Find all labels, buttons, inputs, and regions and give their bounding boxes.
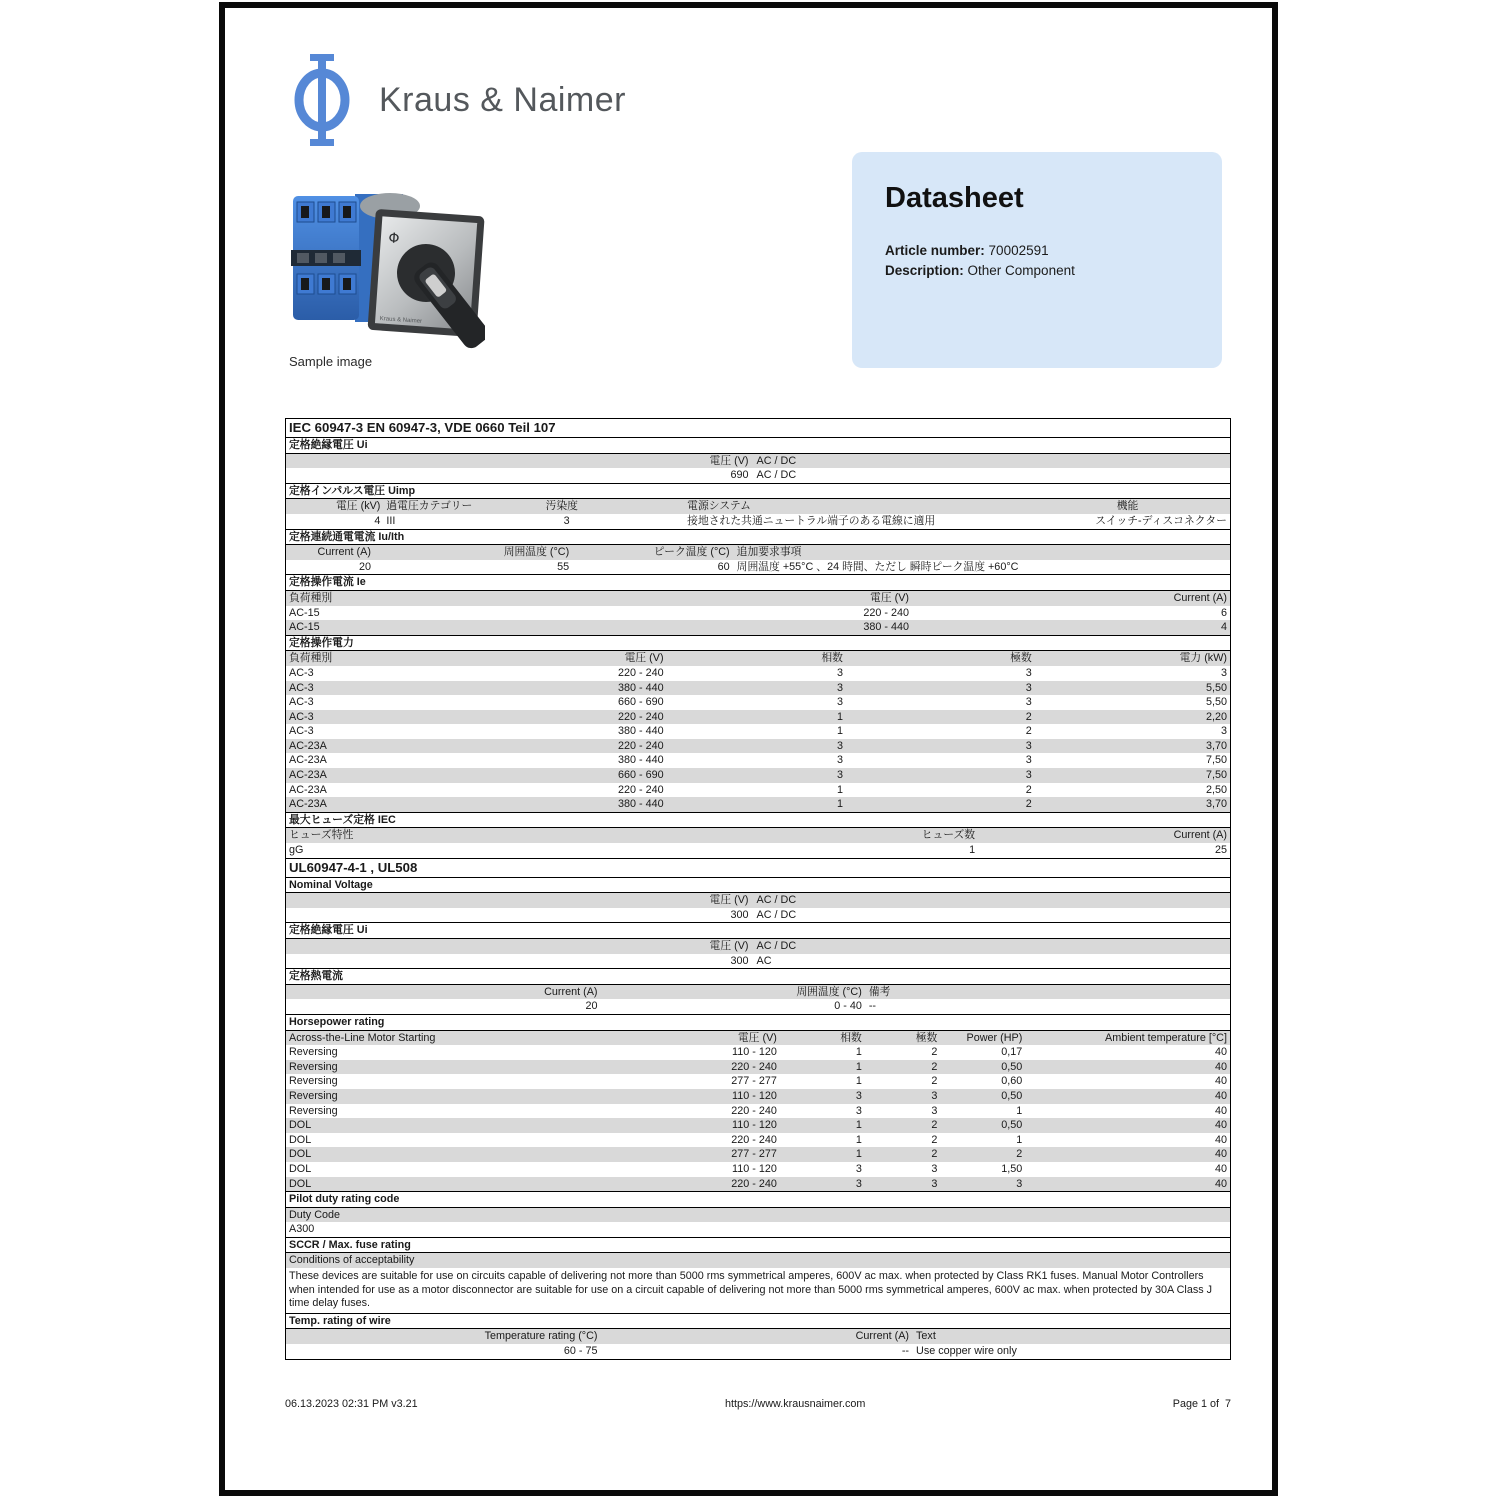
table-cell: AC-23A (289, 739, 327, 752)
table-cell: 電源システム (687, 500, 751, 513)
table-cell: AC-15 (289, 606, 320, 619)
table-cell: 3 (836, 769, 843, 782)
footer-timestamp: 06.13.2023 02:31 PM v3.21 (285, 1398, 418, 1410)
table-cell: 1 (855, 1046, 862, 1059)
table-cell: Power (HP) (966, 1031, 1023, 1044)
table-cell: 周囲温度 (°C) (796, 985, 862, 998)
table-cell: 定格インパルス電圧 Uimp (289, 484, 416, 497)
datasheet-panel (852, 152, 1222, 368)
cam-switch-illustration (285, 166, 485, 352)
brand-logo (293, 53, 626, 147)
table-cell: 40 (1214, 1060, 1227, 1073)
table-cell: 定格熱電流 (289, 970, 343, 983)
table-cell: 定格絶縁電圧 Ui (289, 439, 368, 451)
table-cell: 0,60 (1001, 1075, 1023, 1088)
table-cell: 25 (1214, 844, 1227, 857)
table-cell: AC-23A (289, 798, 327, 811)
table-cell: 110 - 120 (732, 1046, 777, 1059)
table-cell: 3 (836, 696, 843, 709)
table-cell: 7,50 (1205, 754, 1227, 767)
table-title-row (286, 419, 1230, 438)
table-cell: 2 (1025, 798, 1032, 811)
table-cell: AC-3 (289, 696, 314, 709)
table-cell: 3 (1016, 1177, 1023, 1190)
table-row (286, 797, 1230, 812)
table-row (286, 1074, 1230, 1089)
table-cell: SCCR / Max. fuse rating (289, 1238, 411, 1251)
table-cell: 相数 (840, 1031, 862, 1044)
table-row (286, 454, 1230, 469)
table-cell: ヒューズ特性 (289, 829, 354, 842)
table-cell: 40 (1214, 1162, 1227, 1175)
table-cell: AC-3 (289, 681, 314, 694)
table-cell: Across-the-Line Motor Starting (289, 1031, 436, 1044)
table-row (286, 651, 1230, 666)
table-cell: DOL (289, 1119, 312, 1132)
table-cell: 1 (1016, 1104, 1023, 1117)
article-number-line (885, 241, 1189, 261)
table-cell: Use copper wire only (916, 1345, 1017, 1358)
table-cell: 接地された共通ニュートラル端子のある電線に適用 (687, 514, 936, 527)
table-cell: -- (868, 1000, 877, 1013)
table-row (286, 695, 1230, 710)
table-cell: 2 (1025, 725, 1032, 738)
table-cell: UL60947-4-1 , UL508 (289, 859, 418, 875)
table-row (286, 1133, 1230, 1148)
table-cell: 周囲温度 +55°C 、24 時間、ただし 瞬時ピーク温度 +60°C (736, 560, 1019, 573)
section-header-row (286, 922, 1230, 939)
table-cell: Current (A) (1173, 591, 1227, 604)
table-cell: 20 (585, 1000, 598, 1013)
table-cell: 2,50 (1205, 783, 1227, 796)
footer-page-number: Page 1 of 7 (1172, 1398, 1231, 1410)
table-cell: 0,50 (1001, 1089, 1023, 1102)
table-cell: AC / DC (756, 908, 797, 921)
table-cell: 0,50 (1001, 1119, 1023, 1132)
table-cell: 最大ヒューズ定格 IEC (289, 813, 396, 826)
table-cell: 3 (836, 754, 843, 767)
table-cell: AC-23A (289, 754, 327, 767)
table-cell: 汚染度 (545, 500, 578, 513)
table-cell: 220 - 240 (731, 1104, 777, 1117)
table-cell: Text (916, 1330, 936, 1343)
section-header-row (286, 1313, 1230, 1330)
table-cell: 1 (855, 1060, 862, 1073)
table-cell: 40 (1214, 1177, 1227, 1190)
table-cell: 0 - 40 (834, 1000, 862, 1013)
sample-image-caption: Sample image (289, 354, 373, 369)
table-row (286, 710, 1230, 725)
table-cell: Current (A) (317, 546, 371, 559)
table-cell: 6 (1220, 606, 1227, 619)
table-cell: 110 - 120 (732, 1119, 777, 1132)
table-cell: 極数 (915, 1031, 938, 1044)
table-cell: 4 (374, 514, 381, 527)
section-header-row (286, 438, 1230, 454)
table-title-row (286, 858, 1230, 878)
table-row (286, 606, 1230, 621)
table-cell: 277 - 277 (731, 1075, 777, 1088)
table-cell: 60 (717, 560, 730, 573)
table-row (286, 1253, 1230, 1268)
table-cell: Horsepower rating (289, 1015, 385, 1028)
table-cell: 380 - 440 (617, 725, 664, 738)
table-cell: 定格操作電流 Ie (289, 576, 366, 589)
table-cell: 1,50 (1001, 1162, 1023, 1175)
table-cell: スイッチ-ディスコネクター (1095, 514, 1227, 527)
table-cell: 60 - 75 (563, 1345, 598, 1358)
table-row (286, 893, 1230, 908)
table-cell: Reversing (289, 1104, 338, 1117)
table-cell: 3 (1025, 754, 1032, 767)
table-cell: 220 - 240 (731, 1177, 777, 1190)
table-row (286, 1222, 1230, 1237)
table-row (286, 1045, 1230, 1060)
table-cell: 3 (855, 1089, 862, 1102)
table-cell: 3 (836, 681, 843, 694)
table-cell: 40 (1214, 1075, 1227, 1088)
section-header-row (286, 529, 1230, 546)
table-row (286, 724, 1230, 739)
table-cell: -- (901, 1345, 910, 1358)
table-cell: 220 - 240 (731, 1133, 777, 1146)
table-cell: 電圧 (kV) (336, 500, 381, 513)
table-cell: Reversing (289, 1060, 338, 1073)
table-row (286, 1208, 1230, 1223)
table-cell: ピーク温度 (°C) (653, 546, 730, 559)
table-cell: DOL (289, 1133, 312, 1146)
table-cell: 3 (1220, 725, 1227, 738)
table-cell: 3 (855, 1162, 862, 1175)
table-cell: AC / DC (756, 454, 797, 467)
table-cell: 3 (1025, 666, 1032, 679)
table-cell: 3 (931, 1177, 938, 1190)
table-cell: 220 - 240 (731, 1060, 777, 1073)
table-cell: 5,50 (1205, 681, 1227, 694)
table-cell: Current (A) (544, 985, 598, 998)
table-cell: AC / DC (756, 469, 797, 482)
table-cell: 1 (855, 1075, 862, 1088)
table-cell: Current (A) (855, 1330, 910, 1343)
table-cell: 過電圧カテゴリー (386, 500, 473, 513)
section-header-row (286, 1014, 1230, 1031)
table-cell: 負荷種別 (289, 591, 333, 604)
table-cell: 1 (855, 1148, 862, 1161)
table-cell: 2 (1025, 783, 1032, 796)
table-cell: Reversing (289, 1089, 338, 1102)
table-cell: 周囲温度 (°C) (503, 546, 570, 559)
table-cell: 220 - 240 (617, 783, 664, 796)
table-cell: AC (756, 954, 772, 967)
table-cell: 40 (1214, 1119, 1227, 1132)
table-cell: 277 - 277 (731, 1148, 777, 1161)
table-cell: 220 - 240 (617, 710, 664, 723)
table-row (286, 1147, 1230, 1162)
table-cell: 40 (1214, 1104, 1227, 1117)
table-row (286, 939, 1230, 954)
table-cell: 1 (855, 1119, 862, 1132)
table-cell: 電圧 (V) (709, 940, 749, 952)
table-row (286, 1344, 1230, 1359)
table-row (286, 1089, 1230, 1104)
table-cell: 3 (1220, 666, 1227, 679)
table-cell: 3 (855, 1177, 862, 1190)
table-row (286, 1162, 1230, 1177)
table-cell: AC / DC (756, 940, 797, 952)
table-cell: 3 (1025, 769, 1032, 782)
phi-logo-icon (293, 53, 351, 147)
table-row (286, 768, 1230, 783)
table-cell: 3 (931, 1162, 938, 1175)
table-cell: 3 (836, 666, 843, 679)
table-cell: 2 (931, 1133, 938, 1146)
table-cell: 690 (730, 469, 749, 482)
table-row (286, 620, 1230, 635)
table-cell: Temperature rating (°C) (484, 1330, 598, 1343)
section-header-row (286, 878, 1230, 894)
table-cell: AC-23A (289, 783, 327, 796)
description-line (885, 261, 1189, 281)
table-cell: 220 - 240 (863, 606, 910, 619)
table-cell: 負荷種別 (289, 652, 333, 665)
table-cell: 電圧 (V) (737, 1031, 777, 1044)
table-cell: Nominal Voltage (289, 878, 373, 891)
table-cell: 7,50 (1205, 769, 1227, 782)
table-cell: 40 (1214, 1148, 1227, 1161)
table-cell: 電圧 (V) (870, 591, 910, 604)
table-cell: ヒューズ数 (921, 829, 976, 842)
table-cell: 追加要求事項 (736, 546, 802, 559)
table-cell: 2 (1025, 710, 1032, 723)
section-header-row (286, 1191, 1230, 1208)
brand-name: Kraus & Naimer (379, 80, 626, 119)
section-header-row (286, 1237, 1230, 1254)
table-cell: 3 (931, 1104, 938, 1117)
article-number-value: 70002591 (988, 243, 1049, 258)
table-cell: 40 (1214, 1133, 1227, 1146)
table-row (286, 499, 1230, 514)
table-row (286, 1060, 1230, 1075)
table-cell: 660 - 690 (617, 696, 664, 709)
table-cell: 3 (836, 739, 843, 752)
table-cell: 1 (1016, 1133, 1023, 1146)
table-row (286, 468, 1230, 483)
table-row (286, 1118, 1230, 1133)
table-row (286, 1329, 1230, 1344)
table-row (286, 681, 1230, 696)
table-cell: 3,70 (1205, 739, 1227, 752)
table-cell: 3 (1025, 739, 1032, 752)
table-cell: AC-3 (289, 725, 314, 738)
description-label: Description: (885, 263, 964, 278)
product-image (285, 166, 485, 352)
table-cell: 極数 (1010, 652, 1032, 665)
table-cell: 1 (836, 710, 843, 723)
svg-text:Kraus & Naimer: Kraus & Naimer (379, 315, 423, 325)
table-row (286, 560, 1230, 575)
table-cell: Reversing (289, 1046, 338, 1059)
table-cell: 3 (855, 1104, 862, 1117)
table-cell: 1 (836, 798, 843, 811)
table-cell: AC-3 (289, 710, 314, 723)
table-row (286, 1177, 1230, 1192)
table-cell: AC / DC (756, 894, 797, 907)
table-cell: 2 (931, 1119, 938, 1132)
table-cell: DOL (289, 1162, 312, 1175)
table-cell: 0,17 (1001, 1046, 1023, 1059)
table-cell: A300 (289, 1223, 315, 1236)
table-cell: 2 (1016, 1148, 1023, 1161)
table-row (286, 999, 1230, 1014)
table-cell: Temp. rating of wire (289, 1314, 391, 1327)
table-cell: 2 (931, 1148, 938, 1161)
table-row (286, 843, 1230, 858)
table-row (286, 545, 1230, 560)
table-cell: AC-23A (289, 769, 327, 782)
table-row (286, 783, 1230, 798)
table-cell: Duty Code (289, 1208, 341, 1221)
table-cell: 3 (563, 514, 570, 527)
table-cell: Current (A) (1173, 829, 1227, 842)
section-header-row (286, 483, 1230, 500)
table-cell: 3 (1025, 681, 1032, 694)
table-cell: 380 - 440 (617, 798, 664, 811)
table-row (286, 954, 1230, 969)
table-row (286, 908, 1230, 923)
table-cell: 3,70 (1205, 798, 1227, 811)
panel-title: Datasheet (885, 182, 1024, 214)
table-cell: 電圧 (V) (709, 894, 749, 907)
table-row (286, 591, 1230, 606)
table-row (286, 514, 1230, 529)
table-cell: 3 (1025, 696, 1032, 709)
table-row (286, 666, 1230, 681)
table-cell: 2,20 (1205, 710, 1227, 723)
table-cell: 定格絶縁電圧 Ui (289, 924, 368, 937)
table-cell: 2 (931, 1075, 938, 1088)
spec-table (285, 418, 1231, 1360)
table-row (286, 828, 1230, 843)
table-cell: AC-3 (289, 666, 314, 679)
description-value: Other Component (967, 263, 1075, 278)
page-footer (285, 1398, 1231, 1410)
section-header-row (286, 968, 1230, 985)
table-cell: 1 (836, 783, 843, 796)
footer-url[interactable]: https://www.krausnaimer.com (725, 1398, 866, 1410)
table-row (286, 1268, 1230, 1313)
table-cell: 380 - 440 (617, 681, 664, 694)
table-cell: 相数 (821, 652, 843, 665)
table-cell: 660 - 690 (617, 769, 664, 782)
table-cell: 2 (931, 1046, 938, 1059)
table-cell: 380 - 440 (617, 754, 664, 767)
table-cell: 1 (855, 1133, 862, 1146)
table-cell: Pilot duty rating code (289, 1193, 400, 1206)
section-header-row (286, 635, 1230, 652)
table-cell: DOL (289, 1177, 312, 1190)
table-cell: AC-15 (289, 621, 320, 634)
table-cell: DOL (289, 1148, 312, 1161)
table-cell: 3 (931, 1089, 938, 1102)
table-cell: III (386, 514, 396, 527)
table-row (286, 985, 1230, 1000)
table-cell: 20 (358, 560, 371, 573)
table-cell: IEC 60947-3 EN 60947-3, VDE 0660 Teil 107 (289, 420, 556, 435)
table-cell: 電力 (kW) (1179, 652, 1227, 665)
table-cell: 40 (1214, 1089, 1227, 1102)
table-cell: 2 (931, 1060, 938, 1073)
table-cell: 定格連続通電電流 Iu/Ith (289, 530, 405, 543)
table-cell: 1 (969, 844, 976, 857)
table-row (286, 1031, 1230, 1046)
table-cell: Reversing (289, 1075, 338, 1088)
table-row (286, 753, 1230, 768)
table-row (286, 1104, 1230, 1119)
section-header-row (286, 574, 1230, 591)
table-cell: 300 (730, 954, 749, 967)
table-cell: 0,50 (1001, 1060, 1023, 1073)
table-cell: 300 (730, 908, 749, 921)
table-cell: 380 - 440 (863, 621, 910, 634)
table-cell: 電圧 (V) (624, 652, 664, 665)
table-cell: 110 - 120 (732, 1162, 777, 1175)
table-cell: gG (289, 844, 304, 857)
table-cell: 備考 (868, 985, 891, 998)
table-cell: 機能 (1116, 500, 1139, 513)
table-cell: Ambient temperature [°C] (1105, 1031, 1227, 1044)
table-row (286, 739, 1230, 754)
section-header-row (286, 812, 1230, 829)
article-number-label: Article number: (885, 243, 985, 258)
table-cell: 4 (1220, 621, 1227, 634)
table-cell: 220 - 240 (617, 666, 664, 679)
table-cell: Conditions of acceptability (289, 1254, 415, 1267)
table-cell: 電圧 (V) (709, 454, 749, 467)
table-cell: These devices are suitable for use on circuits capable of delivering not more than 5000 rms symmetrical amperes, 600V ac max. when protected by Class RK1 fuses. Manual Motor Controllers when intended for use as a motor disconnector are suitable for use on a circuit capable of delivering not more than 5000 rms symmetrical amperes, 600V ac max. when protected by 30A Class J time delay fuses. (289, 1270, 1213, 1310)
table-cell: 220 - 240 (617, 739, 664, 752)
table-cell: 定格操作電力 (289, 636, 354, 649)
table-cell: 5,50 (1205, 696, 1227, 709)
svg-text:Φ: Φ (387, 230, 400, 248)
table-cell: 40 (1214, 1046, 1227, 1059)
table-cell: 110 - 120 (732, 1089, 777, 1102)
table-cell: 55 (557, 560, 570, 573)
table-cell: 1 (836, 725, 843, 738)
document-sheet (219, 2, 1278, 1496)
